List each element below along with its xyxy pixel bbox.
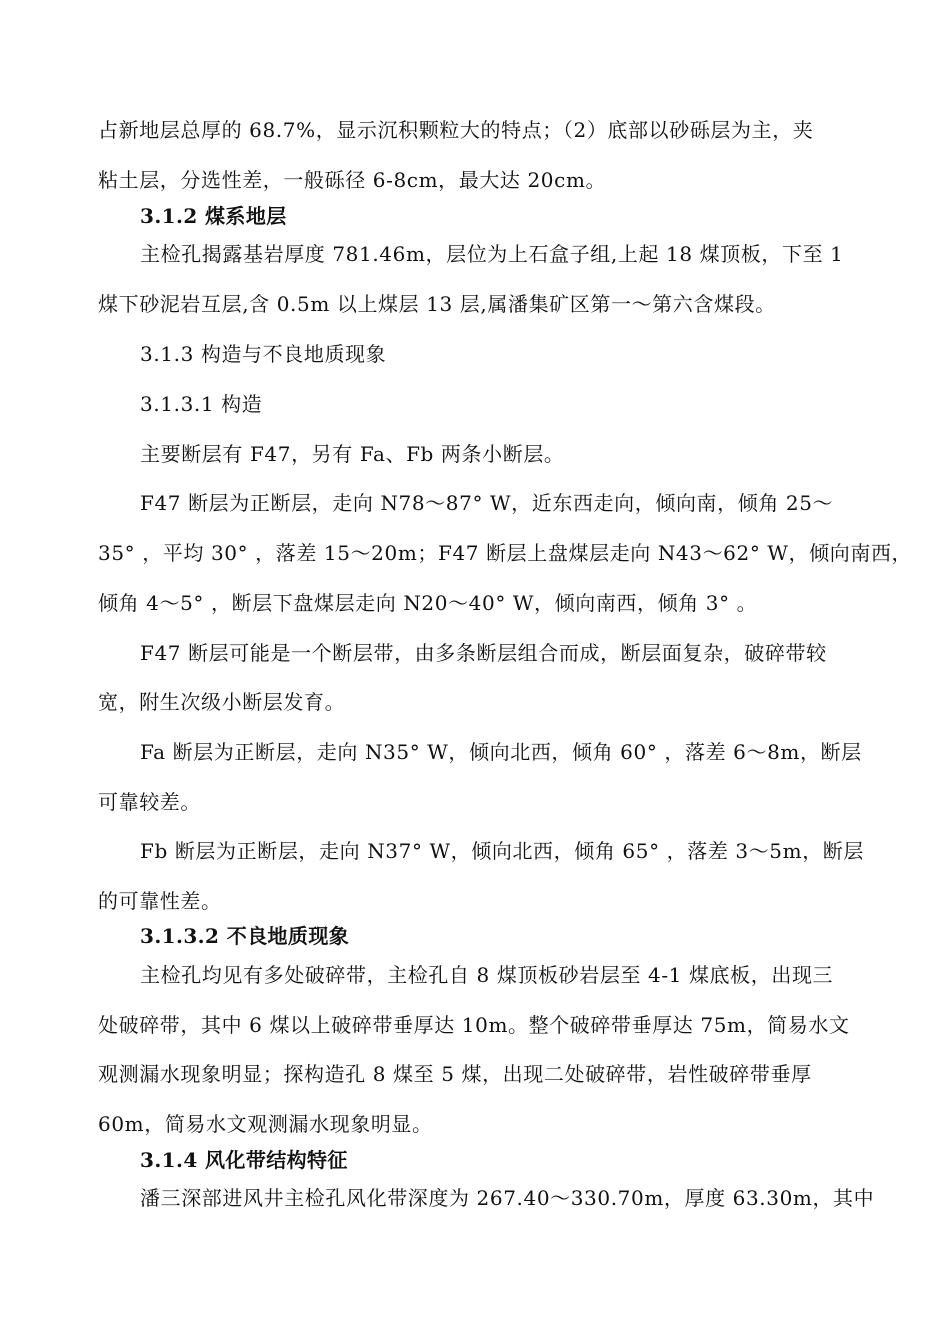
paragraph-line: F47 断层可能是一个断层带，由多条断层组合而成，断层面复杂，破碎带较 — [140, 641, 827, 665]
section-heading: 3.1.3.2 不良地质现象 — [140, 924, 350, 948]
paragraph-line: 的可靠性差。 — [98, 889, 222, 913]
paragraph-line: 处破碎带，其中 6 煤以上破碎带垂厚达 10m。整个破碎带垂厚达 75m，简易水文 — [98, 1013, 850, 1037]
paragraph-line: Fb 断层为正断层，走向 N37° W，倾向北西，倾角 65° ，落差 3～5m，断层 — [140, 839, 864, 863]
paragraph-line: 60m，简易水文观测漏水现象明显。 — [98, 1112, 433, 1136]
paragraph-line: 主检孔揭露基岩厚度 781.46m，层位为上石盒子组,上起 18 煤顶板，下至 1 — [140, 242, 844, 266]
paragraph-line: 倾角 4～5° ，断层下盘煤层走向 N20～40° W，倾向南西，倾角 3° 。 — [98, 591, 758, 615]
paragraph-line: 主要断层有 F47，另有 Fa、Fb 两条小断层。 — [140, 442, 565, 466]
section-heading: 3.1.2 煤系地层 — [140, 204, 287, 228]
paragraph-line: 潘三深部进风井主检孔风化带深度为 267.40～330.70m，厚度 63.30m，其中 — [140, 1186, 875, 1210]
section-heading: 3.1.3.1 构造 — [140, 392, 263, 416]
paragraph-line: 粘土层，分选性差，一般砾径 6-8cm，最大达 20cm。 — [98, 168, 607, 192]
paragraph-line: 宽，附生次级小断层发育。 — [98, 690, 346, 714]
paragraph-line: Fa 断层为正断层，走向 N35° W，倾向北西，倾角 60° ，落差 6～8m，断层 — [140, 740, 862, 764]
paragraph-line: F47 断层为正断层，走向 N78～87° W，近东西走向，倾向南，倾角 25～ — [140, 491, 834, 515]
paragraph-line: 占新地层总厚的 68.7%，显示沉积颗粒大的特点；（2）底部以砂砾层为主，夹 — [98, 118, 814, 142]
paragraph-line: 主检孔均见有多处破碎带，主检孔自 8 煤顶板砂岩层至 4-1 煤底板，出现三 — [140, 963, 834, 987]
paragraph-line: 观测漏水现象明显；探构造孔 8 煤至 5 煤，出现二处破碎带，岩性破碎带垂厚 — [98, 1062, 812, 1086]
section-heading: 3.1.4 风化带结构特征 — [140, 1148, 348, 1172]
paragraph-line: 煤下砂泥岩互层,含 0.5m 以上煤层 13 层,属潘集矿区第一～第六含煤段。 — [98, 292, 776, 316]
paragraph-line: 35° ，平均 30° ，落差 15～20m；F47 断层上盘煤层走向 N43～62° W，倾向南西， — [98, 541, 913, 565]
section-heading: 3.1.3 构造与不良地质现象 — [140, 342, 387, 366]
paragraph-line: 可靠较差。 — [98, 790, 201, 814]
